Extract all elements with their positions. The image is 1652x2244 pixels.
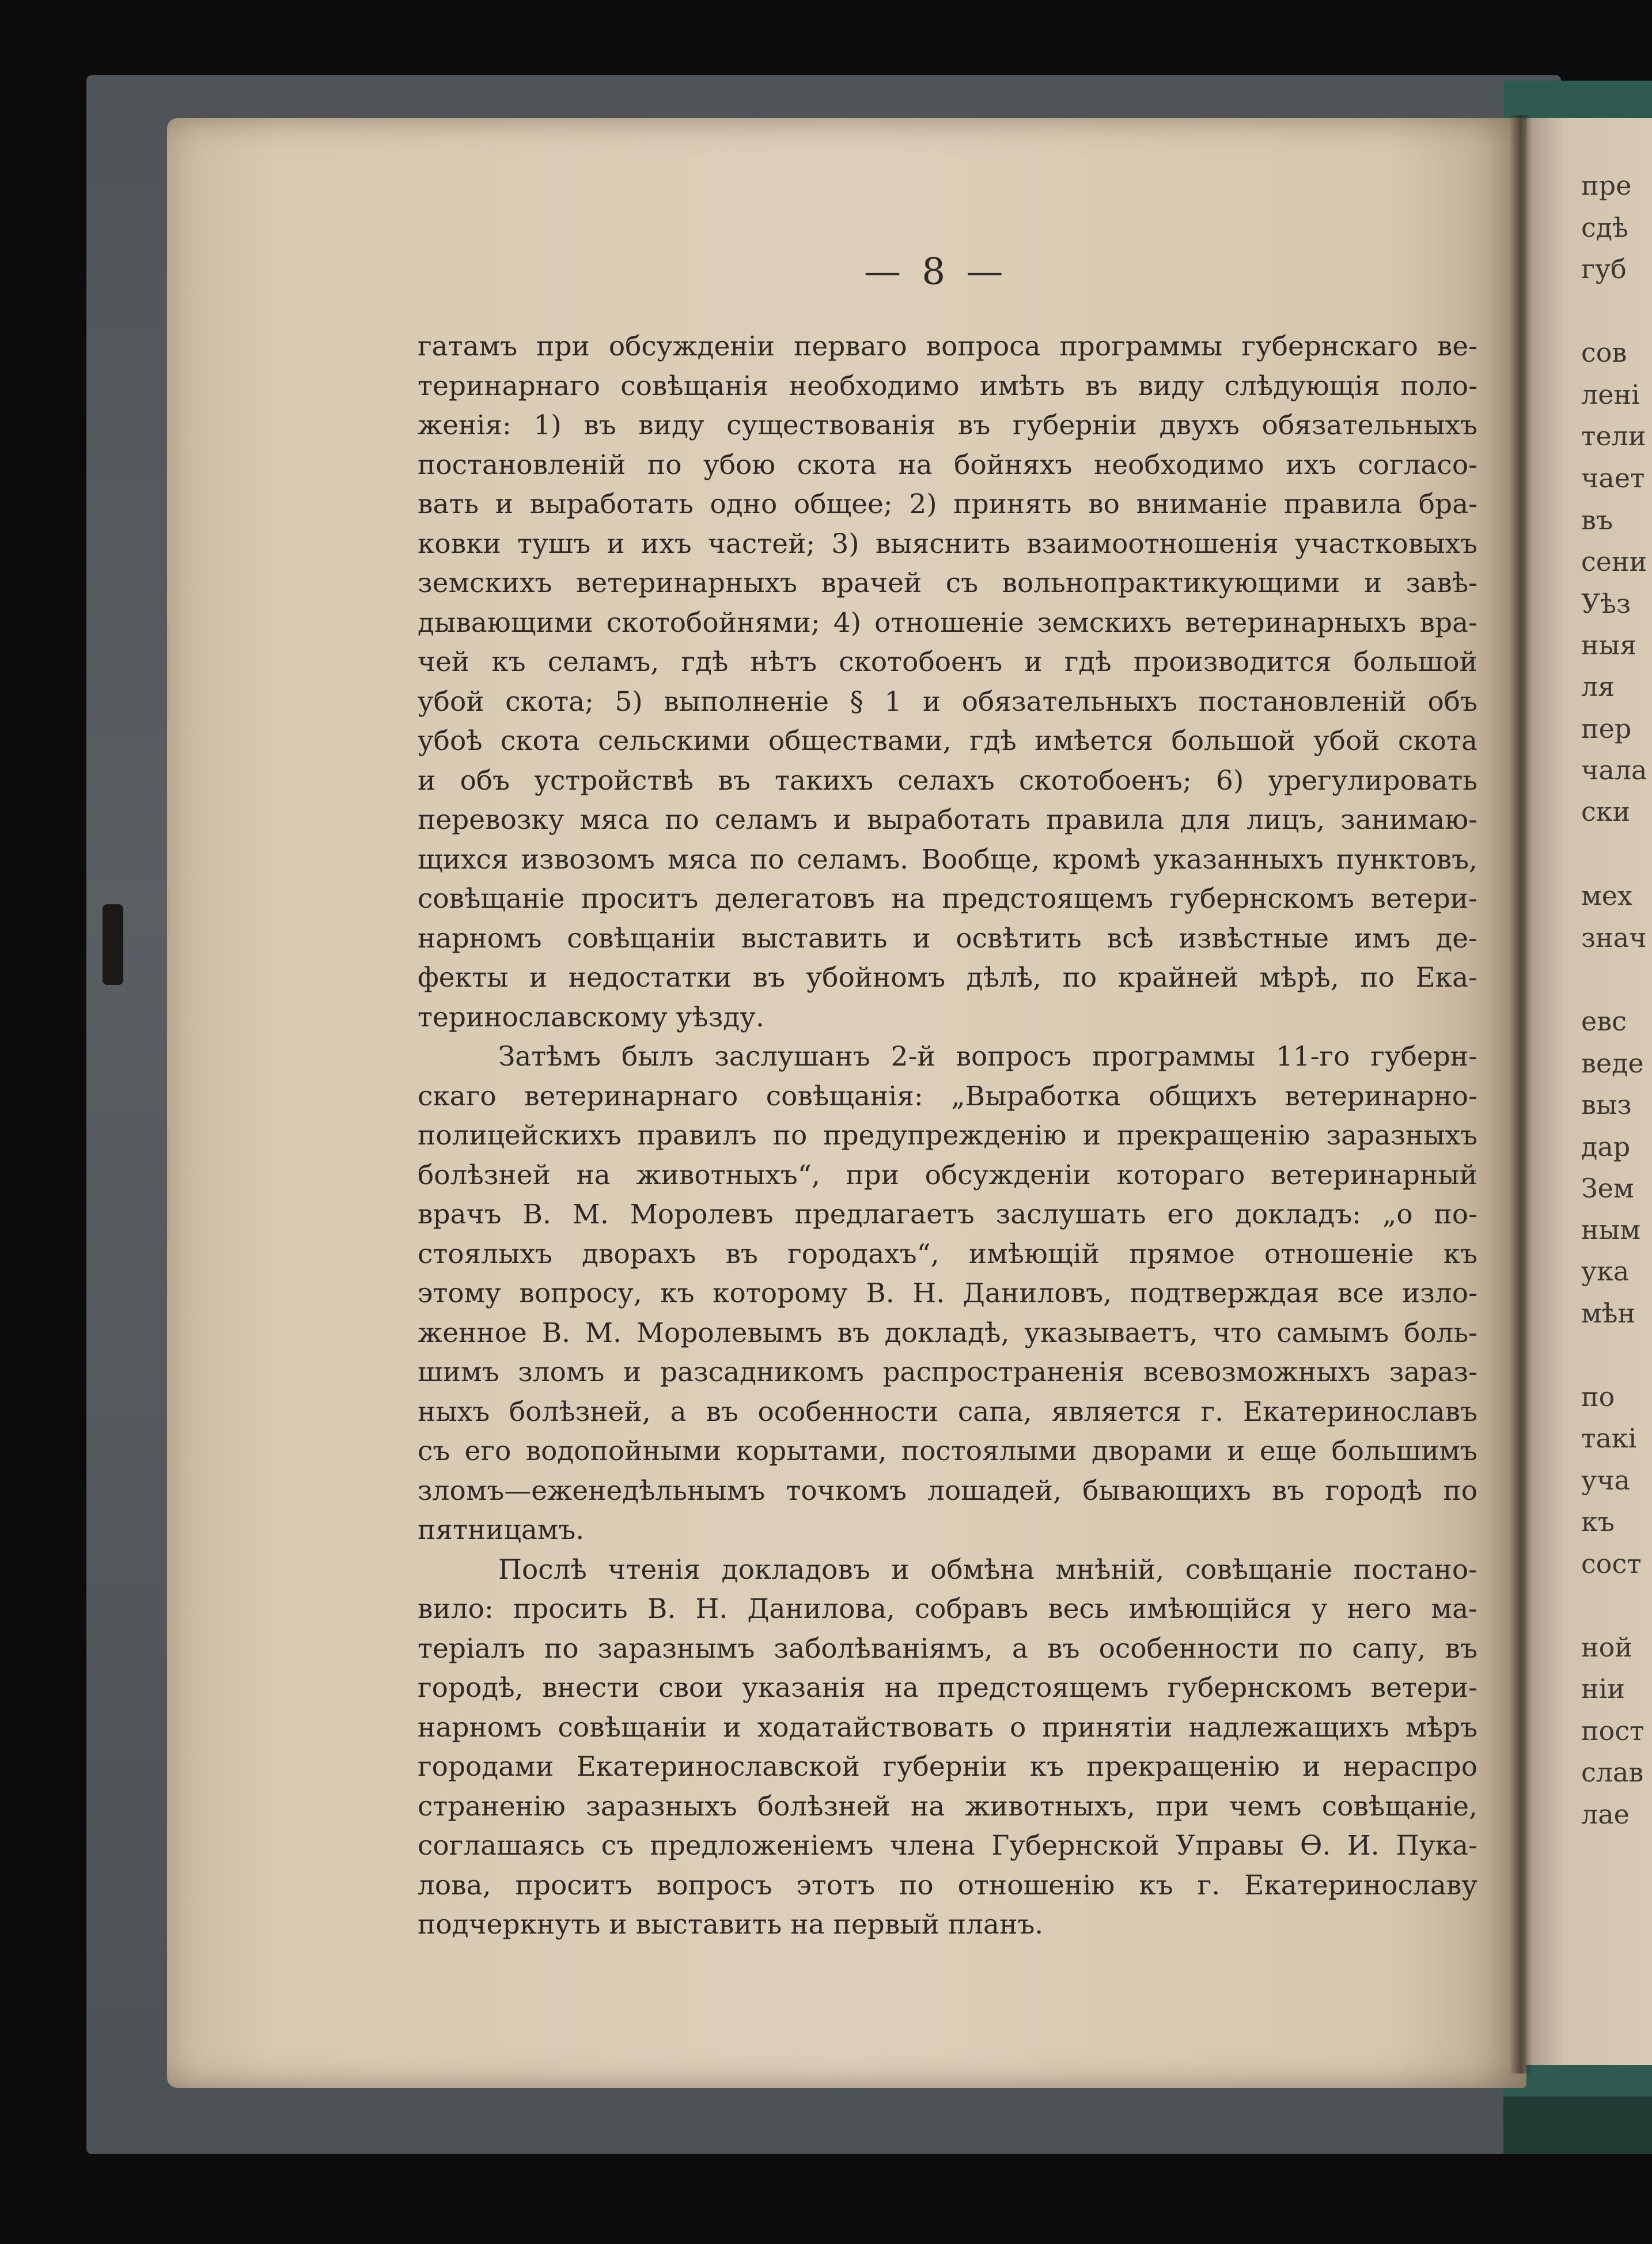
text-line: теріалъ по заразнымъ заболѣваніямъ, а въ особенности по сапу, въ (418, 1632, 1477, 1665)
text-line: и объ устройствѣ въ такихъ селахъ скотобоенъ; 6) урегулировать (418, 764, 1477, 797)
text-line: постановленій по убою скота на бойняхъ необходимо ихъ согласо- (418, 449, 1477, 481)
text-line: соглашаясь съ предложеніемъ члена Губернской Управы Ѳ. И. Пука- (418, 1830, 1477, 1862)
facing-page-fragment: чала (1581, 755, 1647, 786)
facing-page-fragment: слав (1581, 1757, 1644, 1788)
facing-page-fragment: чает (1581, 463, 1645, 494)
text-line: страненію заразныхъ болѣзней на животныхъ, при чемъ совѣщаніе, (418, 1790, 1477, 1822)
text-line: фекты и недостатки въ убойномъ дѣлѣ, по крайней мѣрѣ, по Ека- (418, 962, 1477, 994)
facing-page-fragment: сдѣ (1581, 212, 1628, 243)
text-line: Затѣмъ былъ заслушанъ 2-й вопросъ программы 11-го губерн- (498, 1041, 1477, 1072)
binding-notch (103, 904, 123, 985)
text-line: шимъ зломъ и разсадникомъ распространенія всевозможныхъ зараз- (418, 1356, 1477, 1388)
text-line: болѣзней на животныхъ“, при обсужденіи котораго ветеринарный (418, 1159, 1477, 1191)
text-line: теринославскому уѣзду. (418, 1001, 764, 1033)
text-line: женія: 1) въ виду существованія въ губерніи двухъ обязательныхъ (418, 410, 1477, 441)
facing-page-fragment: пост (1581, 1715, 1645, 1746)
facing-page-fragment: дар (1581, 1131, 1631, 1162)
text-line: городами Екатеринославской губерніи къ прекращенію и нераспро (418, 1751, 1477, 1783)
binding-shadow (1509, 115, 1532, 2074)
facing-page-fragment: ля (1581, 671, 1615, 702)
page-text (418, 327, 1477, 1945)
facing-page-fragment: тели (1581, 420, 1646, 452)
facing-page-fragment: знач (1581, 922, 1647, 953)
facing-page-fragment: ным (1581, 1214, 1641, 1245)
text-line: чей къ селамъ, гдѣ нѣтъ скотобоенъ и гдѣ производится большой (418, 646, 1477, 678)
text-line: зломъ—еженедѣльнымъ точкомъ лошадей, бывающихъ въ городѣ по (418, 1474, 1477, 1507)
facing-page-fragment: Зем (1581, 1173, 1634, 1204)
facing-page-fragment: въ (1581, 505, 1613, 536)
facing-page-fragment: евс (1581, 1006, 1627, 1037)
text-line: ныхъ болѣзней, а въ особенности сапа, является г. Екатеринославъ (418, 1396, 1477, 1428)
text-line: вило: просить В. Н. Данилова, собравъ весь имѣющійся у него ма- (418, 1593, 1477, 1625)
facing-page-fragment: ніи (1581, 1673, 1626, 1704)
text-line: нарномъ совѣщаніи и ходатайствовать о принятіи надлежащихъ мѣръ (418, 1711, 1477, 1743)
text-line: теринарнаго совѣщанія необходимо имѣть въ виду слѣдующія поло- (418, 370, 1477, 402)
facing-page-fragment: выз (1581, 1089, 1632, 1120)
facing-page-fragment: лае (1581, 1799, 1630, 1830)
facing-page-fragment: ски (1581, 796, 1631, 827)
facing-page-fragment: къ (1581, 1506, 1615, 1537)
facing-page-fragment: пре (1581, 170, 1632, 201)
text-line: пятницамъ. (418, 1514, 585, 1546)
text-line: перевозку мяса по селамъ и выработать правила для лицъ, занимаю- (418, 804, 1477, 836)
facing-page-fragment: губ (1581, 253, 1627, 285)
text-line: совѣщаніе проситъ делегатовъ на предстоящемъ губернскомъ ветери- (418, 883, 1477, 915)
text-line: вать и выработать одно общее; 2) принять во вниманіе правила бра- (418, 488, 1477, 520)
text-line: земскихъ ветеринарныхъ врачей съ вольнопрактикующими и завѣ- (418, 567, 1477, 599)
text-line: щихся извозомъ мяса по селамъ. Вообще, кромѣ указанныхъ пунктовъ, (418, 843, 1477, 875)
text-line: ковки тушъ и ихъ частей; 3) выяснить взаимоотношенія участковыхъ (418, 528, 1477, 560)
text-line: съ его водопойными корытами, постоялыми дворами и еще большимъ (418, 1435, 1477, 1467)
text-line: городѣ, внести свои указанія на предстоящемъ губернскомъ ветери- (418, 1672, 1477, 1704)
text-line: нарномъ совѣщаніи выставить и освѣтить всѣ извѣстные имъ де- (418, 922, 1477, 954)
facing-page-fragment: сост (1581, 1548, 1642, 1579)
text-line: дывающими скотобойнями; 4) отношеніе земскихъ ветеринарныхъ вра- (418, 607, 1477, 639)
facing-page-fragment: ныя (1581, 630, 1637, 661)
text-line: гатамъ при обсужденіи перваго вопроса программы губернскаго ве- (418, 331, 1477, 362)
text-line: лова, проситъ вопросъ этотъ по отношенію къ г. Екатеринославу (418, 1869, 1477, 1901)
page-number: — 8 — (864, 251, 1008, 293)
facing-page-fragment: такі (1581, 1423, 1637, 1454)
text-line: Послѣ чтенія докладовъ и обмѣна мнѣній, совѣщаніе постано- (498, 1553, 1477, 1586)
facing-page-fragment: мѣн (1581, 1298, 1636, 1329)
text-line: убоѣ скота сельскими обществами, гдѣ имѣется большой убой скота (418, 725, 1477, 757)
facing-page-fragment: мех (1581, 880, 1632, 911)
facing-page-fragment: по (1581, 1381, 1615, 1412)
facing-page-fragment: веде (1581, 1048, 1644, 1079)
facing-page-fragment: лені (1581, 379, 1640, 410)
facing-page-fragment: уча (1581, 1465, 1630, 1496)
facing-page-fragment: пер (1581, 713, 1632, 744)
text-line: женное В. М. Моролевымъ въ докладѣ, указываетъ, что самымъ боль- (418, 1317, 1477, 1349)
text-line: этому вопросу, къ которому В. Н. Даниловъ, подтверждая все изло- (418, 1278, 1477, 1309)
text-line: врачъ В. М. Моролевъ предлагаетъ заслушать его докладъ: „о по- (418, 1199, 1477, 1230)
facing-page-fragment: ука (1581, 1256, 1630, 1287)
facing-page-fragment: Уѣз (1581, 588, 1631, 619)
text-line: подчеркнуть и выставить на первый планъ. (418, 1909, 1044, 1940)
text-line: полицейскихъ правилъ по предупрежденію и прекращенію заразныхъ (418, 1120, 1477, 1151)
facing-page-fragment: сени (1581, 546, 1647, 577)
facing-page-fragment: сов (1581, 337, 1627, 368)
facing-page-fragment: ной (1581, 1632, 1633, 1663)
text-line: убой скота; 5) выполненіе § 1 и обязательныхъ постановленій объ (418, 685, 1477, 718)
facing-page (1526, 118, 1652, 2065)
text-line: стоялыхъ дворахъ въ городахъ“, имѣющій прямое отношеніе къ (418, 1238, 1477, 1270)
text-line: скаго ветеринарнаго совѣщанія: „Выработка общихъ ветеринарно- (418, 1080, 1477, 1112)
